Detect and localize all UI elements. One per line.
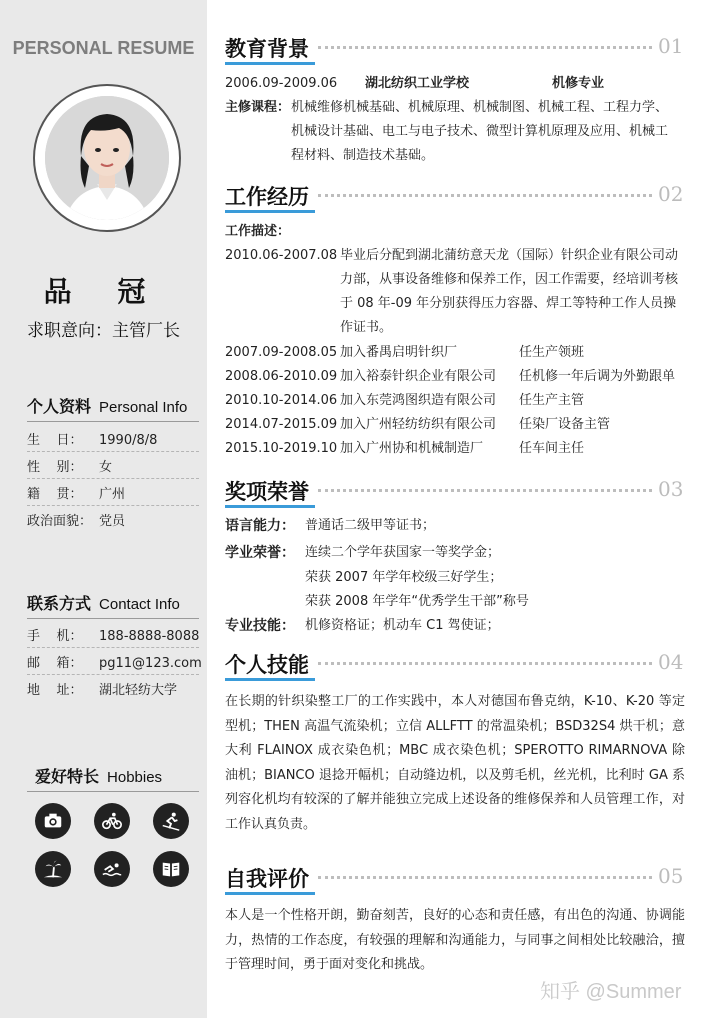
work-row-role: 任生产领班 [519, 345, 585, 360]
section-dotted-line [318, 489, 652, 492]
work-row-company: 加入广州协和机械制造厂 [340, 441, 484, 456]
sidebar [0, 0, 207, 1018]
camera-icon [35, 803, 71, 839]
contact-info-heading [27, 591, 180, 614]
skiing-icon [153, 803, 189, 839]
divider [27, 791, 199, 792]
personal-info-title-cn: 个人资料 [27, 397, 92, 416]
edu-courses-label: 主修课程： [225, 100, 291, 115]
info-row-birthday: 生 日： 1990/8/8 [27, 433, 158, 448]
work-desc-line: 作证书。 [340, 320, 393, 335]
work-row-role: 任生产主管 [519, 393, 585, 408]
swimming-icon [94, 851, 130, 887]
award-honor-label: 学业荣誉： [225, 545, 295, 561]
work-desc-line: 力部，从事设备维修和保养工作，因工作需要，经培训考核 [340, 272, 679, 287]
section-number: 01 [658, 34, 684, 58]
edu-period: 2006.09-2009.06 [225, 76, 338, 91]
award-lang-label: 语言能力： [225, 518, 295, 534]
work-row-company: 加入番禺启明针织厂 [340, 345, 458, 360]
person-name: 品 冠 [43, 275, 164, 308]
work-title: 工作经历 [225, 184, 309, 209]
dotted-divider [27, 674, 199, 675]
hobbies-title-cn: 爱好特长 [35, 767, 100, 786]
divider [27, 421, 199, 422]
edu-courses-line: 程材料、制造技术基础。 [291, 148, 435, 163]
reading-icon [153, 851, 189, 887]
avatar [45, 96, 169, 220]
watermark: 知乎 @Summer [540, 981, 682, 1003]
work-row-period: 2008.06-2010.09 [225, 369, 338, 384]
award-honor-line: 连续二个学年获国家一等奖学金； [305, 545, 501, 560]
dotted-divider [27, 505, 199, 506]
award-skill-value: 机修资格证；机动车 C1 驾使证； [305, 618, 500, 633]
contact-info-title-cn: 联系方式 [27, 594, 92, 613]
contact-info-title-en: Contact Info [99, 596, 180, 613]
award-lang-value: 普通话二级甲等证书； [305, 518, 436, 533]
section-number: 03 [658, 477, 684, 501]
section-number: 02 [658, 182, 684, 206]
work-row-company: 加入广州轻纺纺织有限公司 [340, 417, 497, 432]
section-accent-bar [225, 892, 315, 895]
section-dotted-line [318, 662, 652, 665]
hobbies-heading [35, 764, 162, 787]
edu-school: 湖北纺织工业学校 [365, 76, 470, 91]
edu-major: 机修专业 [552, 76, 605, 91]
divider [27, 618, 199, 619]
work-row-period: 2007.09-2008.05 [225, 345, 338, 360]
work-row-period: 2015.10-2019.10 [225, 441, 338, 456]
awards-title: 奖项荣誉 [225, 479, 309, 504]
contact-row-address: 地 址： 湖北轻纺大学 [27, 683, 178, 698]
work-row-period: 2010.10-2014.06 [225, 393, 338, 408]
work-desc-line: 于 08 年-09 年分别获得压力容器、焊工等特种工作人员操 [340, 296, 677, 311]
self-eval-title: 自我评价 [225, 866, 309, 891]
section-accent-bar [225, 62, 315, 65]
work-desc-label: 工作描述： [225, 224, 291, 239]
work-row-company: 加入东莞鸿图织造有限公司 [340, 393, 497, 408]
edu-courses-line: 机械维修机械基础、机械原理、机械制图、机械工程、工程力学、 [291, 100, 669, 115]
cycling-icon [94, 803, 130, 839]
section-number: 05 [658, 864, 684, 888]
info-row-hometown: 籍 贯： 广州 [27, 487, 126, 502]
education-title: 教育背景 [225, 36, 309, 61]
personal-info-title-en: Personal Info [99, 399, 188, 416]
section-number: 04 [658, 650, 684, 674]
job-objective: 求职意向：主管厂长 [27, 321, 180, 341]
contact-row-phone: 手 机： 188-8888-8088 [27, 629, 200, 644]
work-period: 2010.06-2007.08 [225, 248, 338, 263]
self-eval-paragraph: 本人是一个性格开朗，勤奋刻苦，良好的心态和责任感，有出色的沟通、协调能力，热情的工作态度，有较强的理解和沟通能力，与同事之间相处比较融洽，擅于管理时间，勇于面对变化和挑战。 [225, 908, 685, 972]
work-row-company: 加入裕泰针织企业有限公司 [340, 369, 497, 384]
info-row-political: 政治面貌： 党员 [27, 514, 126, 529]
dotted-divider [27, 451, 199, 452]
section-accent-bar [225, 505, 315, 508]
edu-courses-line: 机械设计基础、电工与电子技术、微型计算机原理及应用、机械工 [291, 124, 669, 139]
work-row-role: 任染厂设备主管 [519, 417, 611, 432]
work-row-period: 2014.07-2015.09 [225, 417, 338, 432]
avatar-frame [33, 84, 181, 232]
resume-brand: PERSONAL RESUME [12, 38, 195, 58]
award-skill-label: 专业技能： [225, 618, 295, 634]
section-accent-bar [225, 210, 315, 213]
section-dotted-line [318, 194, 652, 197]
hobbies-title-en: Hobbies [107, 769, 163, 786]
section-dotted-line [318, 46, 652, 49]
work-desc-line: 毕业后分配到湖北蒲纺意天龙（国际）针织企业有限公司动 [340, 248, 679, 263]
work-row-role: 任机修一年后调为外勤跟单 [519, 369, 676, 384]
contact-row-email[interactable]: 邮 箱： pg11@123.com [27, 656, 202, 671]
award-honor-line: 荣获 2008 年学年“优秀学生干部”称号 [305, 594, 529, 609]
skills-title: 个人技能 [225, 652, 309, 677]
dotted-divider [27, 647, 199, 648]
work-row-role: 任车间主任 [519, 441, 585, 456]
info-row-gender: 性 别： 女 [27, 460, 113, 475]
section-accent-bar [225, 678, 315, 681]
section-dotted-line [318, 876, 652, 879]
personal-info-heading [27, 394, 187, 417]
award-honor-line: 荣获 2007 年学年校级三好学生； [305, 570, 503, 585]
skills-paragraph: 在长期的针织染整工厂的工作实践中，本人对德国布鲁克纳，K-10、K-20 等定型机；THEN 高温气流染机；立信 ALLFTT 的常温染机；BSD32S4 烘干机；意大利 FLAINOX 成衣染色机；MBC 成衣染色机；SPEROTTO RIMARNOVA 除油机；BIANCO 退捻开幅机；自动缝边机，以及剪毛机，丝光机，比利时 GA 系列容化机均有较深的了解并能独立完成上述设备的维修保养和人员管理工作，对工作认真负责。 [225, 694, 685, 832]
beach-icon [35, 851, 71, 887]
dotted-divider [27, 478, 199, 479]
